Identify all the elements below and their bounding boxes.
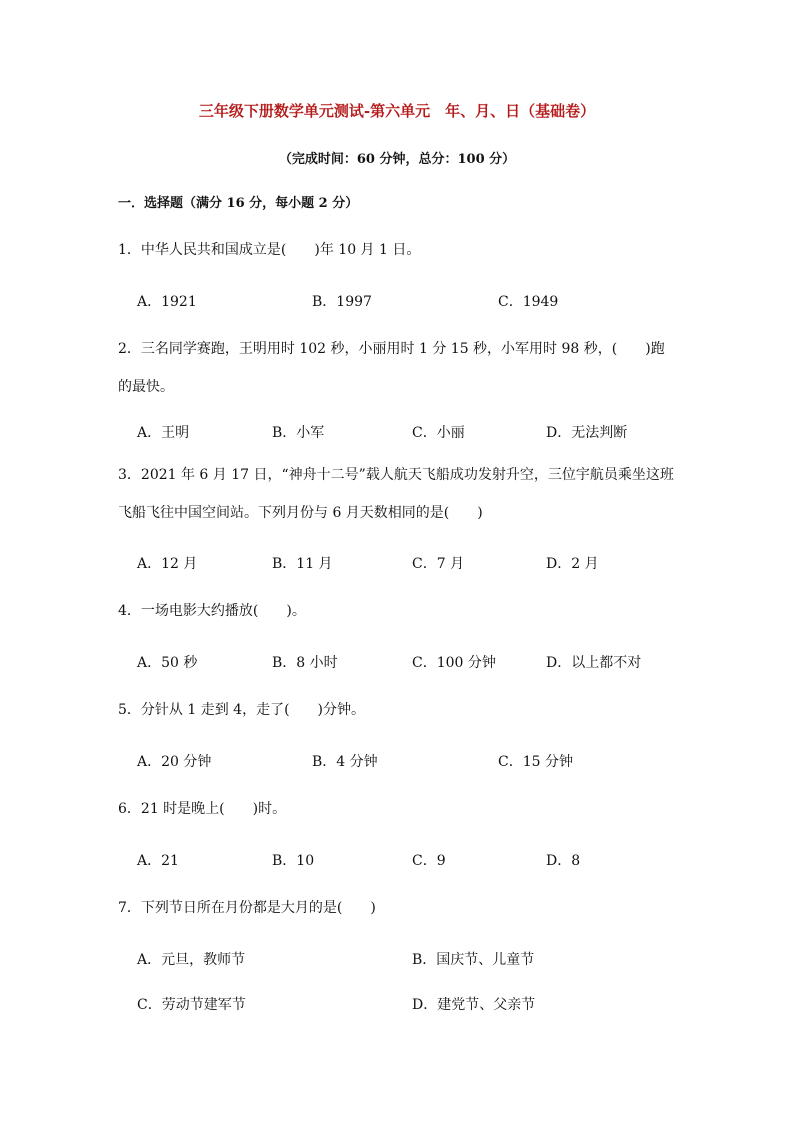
q3-option-a[interactable]: A．12 月 (137, 556, 198, 572)
q7-option-c[interactable]: C．劳动节建军节 (137, 997, 246, 1013)
question-7: 7．下列节日所在月份都是大月的是( ) (118, 900, 376, 916)
q3-option-b[interactable]: B．11 月 (272, 556, 333, 572)
q3-option-d[interactable]: D．2 月 (546, 556, 599, 572)
q4-option-c[interactable]: C．100 分钟 (412, 655, 496, 671)
question-2: 2．三名同学赛跑，王明用时 102 秒，小丽用时 1 分 15 秒，小军用时 98 秒，( )跑的最快。 (118, 341, 665, 395)
q4-option-b[interactable]: B．8 小时 (272, 655, 338, 671)
q1-option-b[interactable]: B．1997 (312, 294, 372, 310)
q4-option-a[interactable]: A．50 秒 (137, 655, 198, 671)
q6-option-b[interactable]: B．10 (272, 853, 315, 869)
question-4: 4．一场电影大约播放( )。 (118, 603, 306, 619)
q7-option-b[interactable]: B．国庆节、儿童节 (412, 952, 535, 968)
q3-option-c[interactable]: C．7 月 (412, 556, 465, 572)
q4-option-d[interactable]: D．以上都不对 (546, 655, 642, 671)
q6-option-d[interactable]: D．8 (546, 853, 581, 869)
q1-option-c[interactable]: C．1949 (498, 294, 559, 310)
q1-option-a[interactable]: A．1921 (137, 294, 197, 310)
q2-option-d[interactable]: D．无法判断 (546, 425, 628, 441)
q5-option-b[interactable]: B．4 分钟 (312, 754, 378, 770)
question-1: 1．中华人民共和国成立是( )年 10 月 1 日。 (118, 242, 421, 258)
q2-option-b[interactable]: B．小军 (272, 425, 325, 441)
section-heading: 一．选择题（满分 16 分，每小题 2 分） (118, 196, 359, 211)
q7-option-d[interactable]: D．建党节、父亲节 (412, 997, 536, 1013)
q2-option-c[interactable]: C．小丽 (412, 425, 465, 441)
q2-option-a[interactable]: A．王明 (137, 425, 190, 441)
q7-option-a[interactable]: A．元旦，教师节 (137, 952, 246, 968)
question-6: 6．21 时是晚上( )时。 (118, 801, 287, 817)
question-3: 3．2021 年 6 月 17 日，“神舟十二号”载人航天飞船成功发射升空，三位宇航员乘坐这班飞船飞往中国空间站。下列月份与 6 月天数相同的是( ) (118, 467, 674, 521)
page-title: 三年级下册数学单元测试-第六单元 年、月、日（基础卷） (198, 102, 596, 120)
question-5: 5．分针从 1 走到 4，走了( )分钟。 (118, 702, 365, 718)
q5-option-c[interactable]: C．15 分钟 (498, 754, 573, 770)
q5-option-a[interactable]: A．20 分钟 (137, 754, 212, 770)
q6-option-a[interactable]: A．21 (137, 853, 179, 869)
q6-option-c[interactable]: C．9 (412, 853, 446, 869)
exam-info: （完成时间：60 分钟，总分：100 分） (278, 152, 516, 167)
